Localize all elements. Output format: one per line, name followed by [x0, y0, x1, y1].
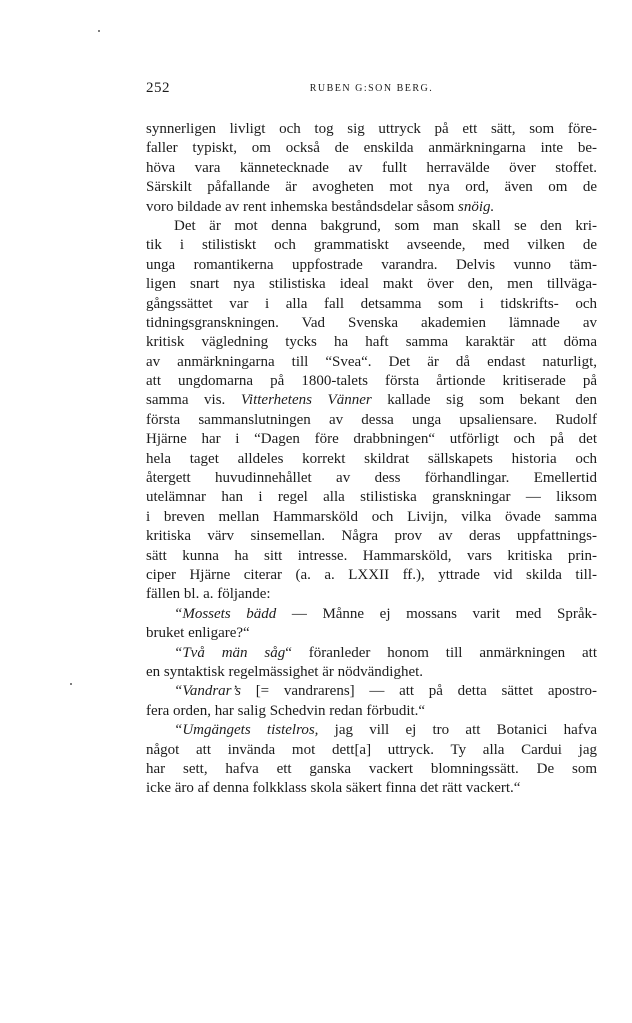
line-text: voro bildade av rent inhemska beståndsdelar såsom — [146, 198, 458, 215]
body-text — [146, 120, 597, 799]
italic-text: snöig. — [458, 198, 495, 215]
text-line — [146, 682, 597, 701]
line-text: Hjärne har i “Dagen före drabbningen“ utförligt och på det — [146, 431, 597, 448]
line-text: ligen snart nya stilistiska ideal makt över den, men tillväga- — [146, 276, 597, 293]
italic-text: “Mossets bädd — [174, 605, 277, 622]
text-line — [146, 469, 597, 488]
page-number: 252 — [146, 80, 170, 96]
line-text: sätt kunna ha sitt intresse. Hammarsköld, vars kritiska prin- — [146, 547, 597, 564]
italic-text: “Umgängets tistelros, — [174, 722, 319, 739]
paper-speck — [98, 30, 100, 32]
text-line — [146, 411, 597, 430]
italic-text: “Vandrar’s — [174, 683, 241, 700]
text-line — [146, 721, 597, 740]
italic-text: “Två män såg — [174, 644, 286, 661]
line-text: en syntaktisk regelmässighet är nödvändighet. — [146, 663, 424, 680]
text-line — [146, 663, 597, 682]
text-line — [146, 760, 597, 779]
text-line — [146, 508, 597, 527]
text-line — [146, 741, 597, 760]
text-line — [146, 605, 597, 624]
text-line — [146, 585, 597, 604]
line-text: hela taget alldeles korrekt skildrat sällskapets historia och — [146, 450, 597, 467]
line-text-continued: — Månne ej mossans varit med Språk- — [276, 605, 597, 622]
paper-speck — [70, 683, 72, 685]
text-line — [146, 198, 597, 217]
line-text-continued: jag vill ej tro att Botanici hafva — [318, 722, 597, 739]
text-line — [146, 372, 597, 391]
text-line — [146, 120, 597, 139]
line-text: samma vis. — [146, 392, 241, 409]
text-line — [146, 256, 597, 275]
page-header — [146, 80, 597, 100]
text-line — [146, 450, 597, 469]
line-text: Det är mot denna bakgrund, som man skall se den kri- — [174, 217, 597, 234]
text-line — [146, 314, 597, 333]
text-line — [146, 527, 597, 546]
line-text: fällen bl. a. följande: — [146, 586, 271, 603]
line-text: fera orden, har salig Schedvin redan förbudit.“ — [146, 702, 426, 719]
line-text-continued: “ föranleder honom till anmärkningen att — [285, 644, 597, 661]
line-text: Särskilt påfallande är avogheten mot nya ord, även om de — [146, 179, 597, 196]
text-line — [146, 333, 597, 352]
line-text: har sett, hafva ett ganska vackert blomningssätt. De som — [146, 760, 597, 777]
line-text: faller typiskt, om också de enskilda anmärkningarna inte be- — [146, 140, 597, 157]
line-text: något att invända mot dett[a] uttryck. Ty alla Cardui jag — [146, 741, 597, 758]
line-text: kritisk vägledning tycks ha haft samma karaktär att döma — [146, 334, 597, 351]
text-line — [146, 547, 597, 566]
text-line — [146, 391, 597, 410]
line-text: i breven mellan Hammarsköld och Livijn, vilka övade samma — [146, 508, 597, 525]
line-text: första sammanslutningen av dessa unga upsaliensare. Rudolf — [146, 411, 597, 428]
line-text: bruket enligare?“ — [146, 625, 250, 642]
line-text-continued: kallade sig som bekant den — [371, 392, 597, 409]
line-text: synnerligen livligt och tog sig uttryck på ett sätt, som före- — [146, 121, 597, 137]
text-line — [146, 159, 597, 178]
line-text: kritiska värv sinsemellan. Några prov av deras uppfattnings- — [146, 528, 597, 545]
text-line — [146, 353, 597, 372]
line-text: ciper Hjärne citerar (a. a. LXXII ff.), yttrade vid skilda till- — [146, 566, 597, 583]
text-line — [146, 488, 597, 507]
text-line — [146, 624, 597, 643]
text-line — [146, 275, 597, 294]
text-line — [146, 217, 597, 236]
line-text: tik i stilistiskt och grammatiskt avseende, med vilken de — [146, 237, 597, 254]
text-line — [146, 430, 597, 449]
line-text: att ungdomarna på 1800-talets första årtionde kritiserade på — [146, 373, 597, 390]
line-text: av anmärkningarna till “Svea“. Det är då endast naturligt, — [146, 353, 597, 370]
italic-text: Vitterhetens Vänner — [240, 392, 372, 409]
text-line — [146, 779, 597, 798]
line-text: höva vara kännetecknade av fullt herravälde över stoffet. — [146, 159, 597, 176]
running-head: RUBEN G:SON BERG. — [309, 83, 434, 94]
line-text: icke äro af denna folkklass skola säkert finna det rätt vackert.“ — [146, 780, 521, 797]
text-line — [146, 178, 597, 197]
line-text: gångssättet var i alla fall detsamma som i tidskrifts- och — [146, 295, 597, 312]
text-line — [146, 566, 597, 585]
text-line — [146, 236, 597, 255]
line-text: återgett huvudinnehållet av dess förhandlingar. Emellertid — [146, 470, 597, 487]
text-line — [146, 702, 597, 721]
line-text-continued: [= vandrarens] — att på detta sättet apostro- — [240, 683, 597, 700]
line-text: tidningsgranskningen. Vad Svenska akademien lämnade av — [146, 314, 597, 331]
text-line — [146, 139, 597, 158]
text-line — [146, 295, 597, 314]
line-text: unga romantikerna uppfostrade varandra. Delvis vunno täm- — [146, 256, 597, 273]
text-line — [146, 644, 597, 663]
line-text: utelämnar han i regel alla stilistiska granskningar — liksom — [146, 489, 597, 506]
